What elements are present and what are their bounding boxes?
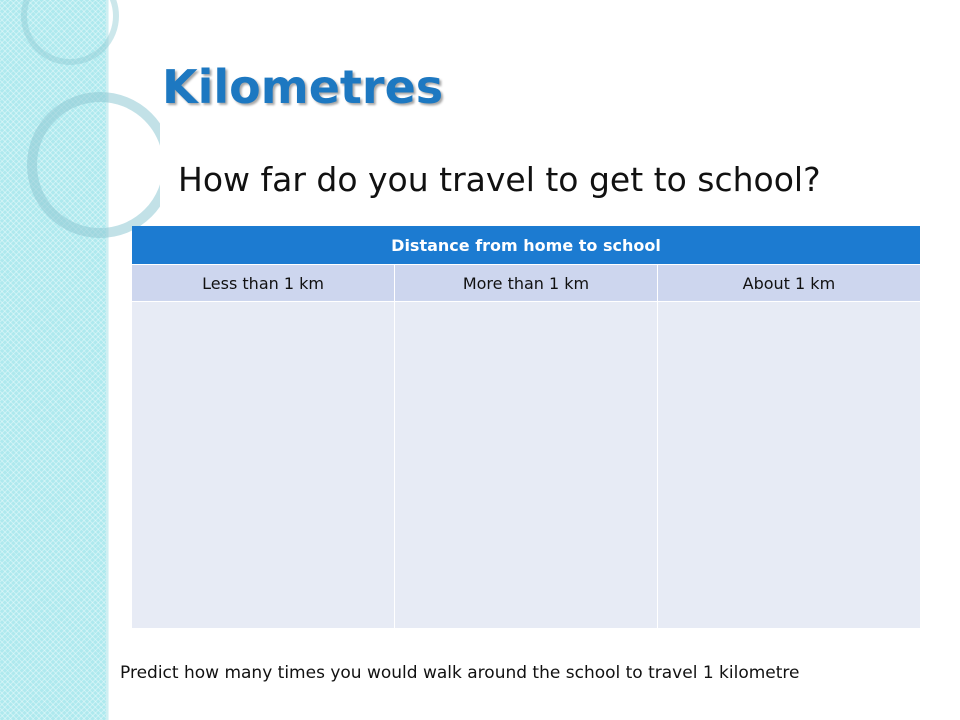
decorative-rings (0, 0, 160, 260)
slide-title: Kilometres (162, 60, 444, 114)
table-cell-about-1km (657, 302, 920, 629)
column-header-row (132, 265, 920, 302)
table-cell-more-than-1km (395, 302, 658, 629)
column-header-less-than-1km: Less than 1 km (132, 265, 395, 302)
table-header-row (132, 226, 920, 265)
column-header-more-than-1km: More than 1 km (395, 265, 658, 302)
question-text: How far do you travel to get to school? (178, 160, 821, 199)
distance-table (132, 226, 920, 628)
column-header-about-1km: About 1 km (657, 265, 920, 302)
prediction-prompt: Predict how many times you would walk around the school to travel 1 kilometre (120, 663, 800, 683)
table-header: Distance from home to school (132, 226, 920, 265)
decorative-ring-small (24, 0, 116, 62)
decorative-ring-large (32, 97, 160, 233)
table-cell-less-than-1km (132, 302, 395, 629)
table-body-row (132, 302, 920, 629)
